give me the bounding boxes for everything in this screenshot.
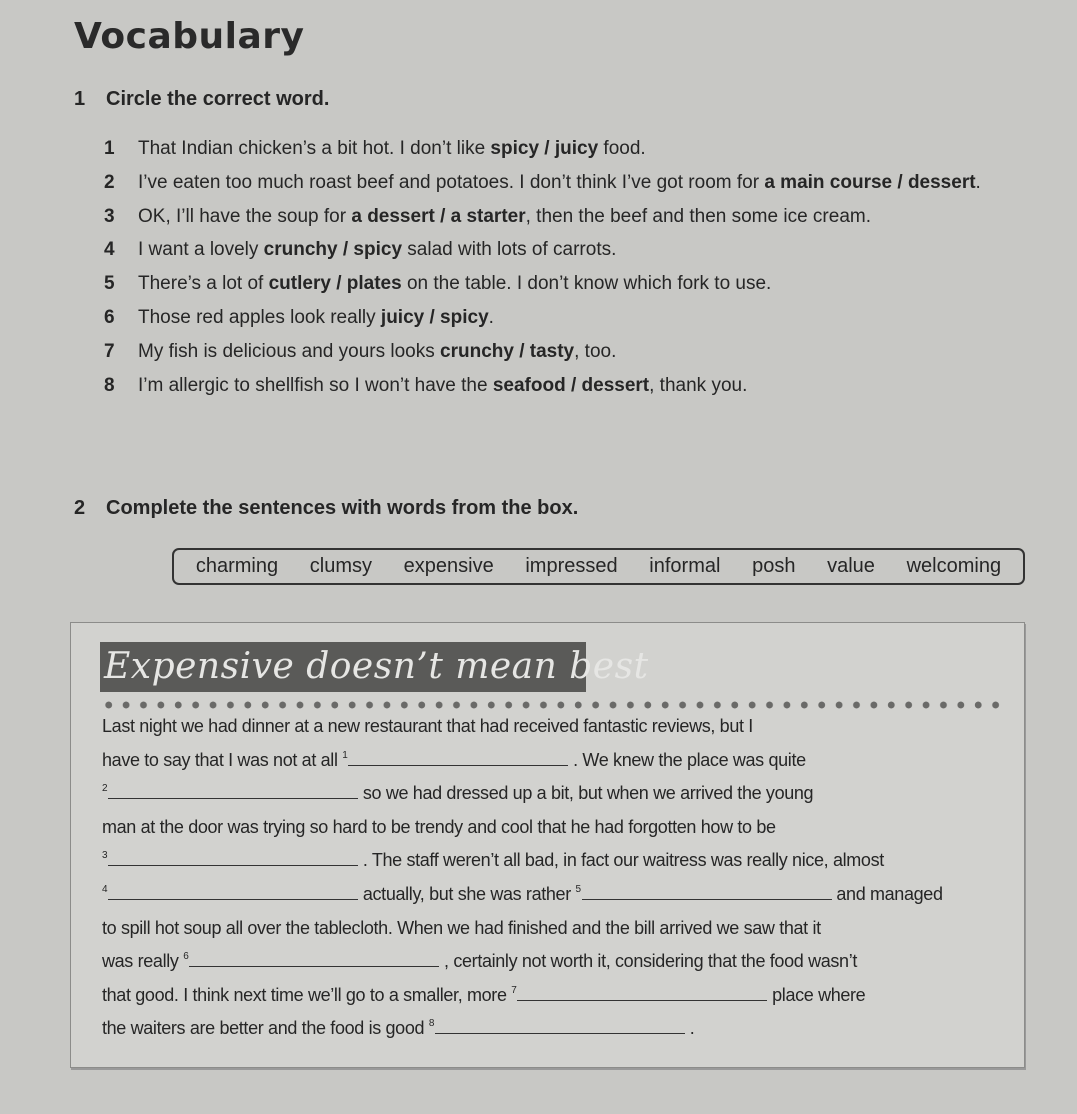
exercise-instruction: Complete the sentences with words from the box. [106,497,579,519]
exercise-item [104,239,616,261]
gap-number: 2 [102,783,108,795]
story-text: and managed [831,884,943,904]
story-text: , certainly not worth it, considering that the food wasn’t [439,951,857,972]
story-text: Last night we had dinner at a new restaurant that had received fantastic reviews, but I [102,716,753,736]
box-word: expensive [403,555,494,577]
story-text: the waiters are better and the food is good [102,1018,429,1039]
item-text: I want a lovely [138,239,264,261]
word-options[interactable]: a dessert / a starter [351,205,526,227]
item-number: 7 [104,340,115,362]
word-options[interactable]: crunchy / tasty [440,340,575,362]
box-word: posh [752,555,796,577]
item-text: Those red apples look really [138,307,381,328]
gap-number: 7 [511,984,517,996]
exercise-item [104,206,871,228]
item-text: food. [598,138,646,159]
gap-blank[interactable] [517,986,767,1001]
box-word: clumsy [309,555,372,577]
exercise-item [104,307,494,329]
item-number: 4 [104,239,115,261]
item-text: I’m allergic to shellfish so I won’t have the [138,374,493,396]
item-text: , too. [574,340,617,362]
exercise-1-heading [74,88,329,111]
gap-blank[interactable] [108,784,358,799]
gap-blank[interactable] [435,1019,685,1034]
story-line [102,1018,694,1039]
story-text: that good. I think next time we’ll go to a smaller, more [102,984,512,1005]
item-text: . [488,307,494,328]
exercise-number: 1 [74,88,86,110]
story-line [102,850,884,871]
story-text: to spill hot soup all over the tablecloth. When we had finished and the bill arrived we saw that it [102,917,821,938]
exercise-item [104,172,981,194]
exercise-2-heading [74,497,578,520]
item-text: . [975,171,981,193]
gap-number: 1 [342,749,348,761]
box-word: value [827,555,875,577]
item-text: salad with lots of carrots. [402,239,617,261]
dotted-divider [100,700,1000,710]
exercise-item [104,341,616,363]
story-text: place where [767,984,866,1005]
word-options[interactable]: a main course / dessert [764,171,976,193]
item-number: 8 [104,374,115,396]
story-title: Expensive doesn’t mean best [100,642,586,692]
story-line [102,985,865,1006]
item-text: on the table. I don’t know which fork to use. [401,273,772,295]
gap-blank[interactable] [582,885,832,900]
story-line [102,951,857,972]
word-options[interactable]: cutlery / plates [268,273,402,295]
word-options[interactable]: crunchy / spicy [263,239,403,261]
word-options[interactable]: juicy / spicy [380,307,489,328]
item-text: I’ve eaten too much roast beef and potatoes. I don’t think I’ve got room for [138,171,765,193]
item-number: 3 [104,205,115,227]
box-word: informal [649,555,721,577]
story-line [102,716,753,737]
word-options[interactable]: spicy / juicy [490,138,599,159]
story-text: . [685,1018,695,1039]
word-options[interactable]: seafood / dessert [492,374,650,396]
item-text: There’s a lot of [138,273,269,295]
item-text: , then the beef and then some ice cream. [525,205,871,227]
box-word: welcoming [906,555,1002,577]
story-text: actually, but she was rather [358,884,576,904]
item-number: 5 [104,273,115,295]
story-line [102,783,813,804]
item-number: 2 [104,171,115,193]
item-text: That Indian chicken’s a bit hot. I don’t like [138,138,491,159]
exercise-number: 2 [74,497,86,519]
box-word: impressed [525,555,618,577]
item-text: , thank you. [649,374,748,396]
item-number: 1 [104,138,115,159]
exercise-item [104,138,646,160]
story-text: was really [102,951,184,972]
gap-blank[interactable] [348,751,568,766]
exercise-instruction: Circle the correct word. [106,88,330,110]
gap-number: 3 [102,850,108,862]
story-line [102,750,806,771]
gap-blank[interactable] [189,952,439,967]
item-number: 6 [104,307,115,328]
story-text: . We knew the place was quite [568,749,806,770]
word-box [172,548,1025,585]
exercise-item [104,375,747,397]
page-title: Vocabulary [74,16,305,57]
gap-number: 6 [183,951,189,963]
gap-number: 4 [102,884,108,895]
story-line [102,817,776,838]
gap-number: 5 [575,884,581,895]
story-text: man at the door was trying so hard to be trendy and cool that he had forgotten how to be [102,816,776,837]
gap-blank[interactable] [108,885,358,900]
story-line [102,918,821,939]
gap-blank[interactable] [108,851,358,866]
story-line [102,884,943,905]
item-text: My fish is delicious and yours looks [138,340,441,362]
story-text: have to say that I was not at all [102,749,343,770]
box-word: charming [195,555,279,577]
story-text: . The staff weren’t all bad, in fact our waitress was really nice, almost [358,850,884,871]
item-text: OK, I’ll have the soup for [138,205,352,227]
exercise-item [104,273,771,295]
story-text: so we had dressed up a bit, but when we arrived the young [358,783,814,804]
gap-number: 8 [428,1018,435,1030]
